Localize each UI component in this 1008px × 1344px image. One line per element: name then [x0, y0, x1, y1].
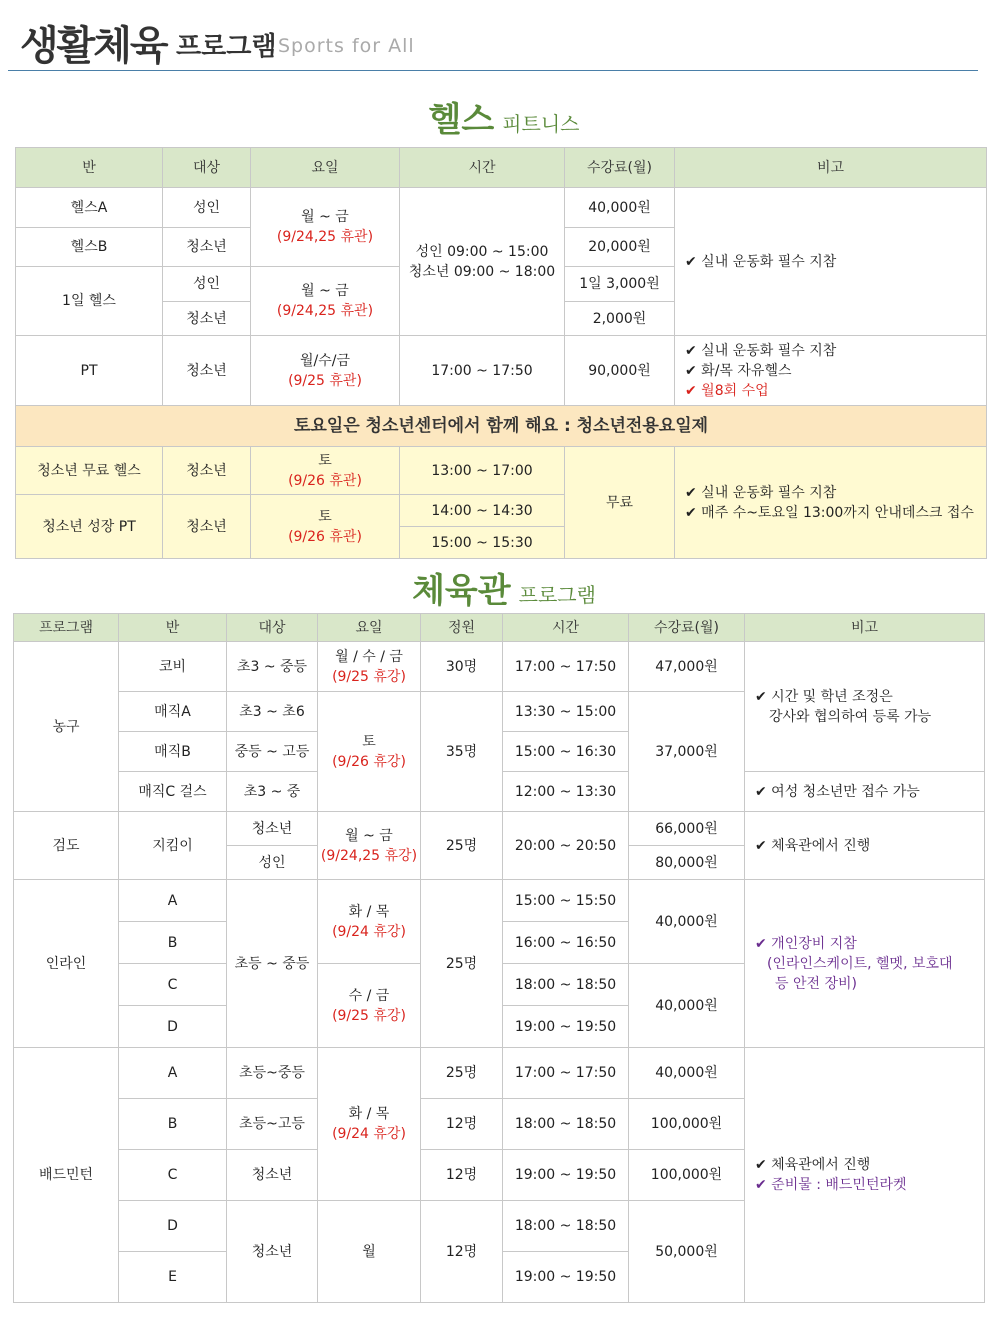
target-cell: 청소년: [163, 447, 251, 495]
target-cell: 청소년: [163, 302, 251, 336]
table-header-row: [16, 148, 987, 188]
program-cell: 농구: [14, 642, 119, 812]
fee-cell: 47,000원: [629, 642, 745, 692]
days-cell: 화 / 목 (9/24 휴강): [318, 880, 421, 964]
class-cell: A: [119, 1048, 227, 1099]
capacity-cell: 30명: [421, 642, 503, 692]
holiday-note: (9/24 휴강): [332, 923, 406, 940]
target-cell: 초3 ~ 초6: [227, 692, 318, 732]
health-section-title: [0, 92, 1008, 141]
class-cell: 청소년 무료 헬스: [16, 447, 163, 495]
table-row: [14, 812, 985, 846]
gym-table: [13, 613, 985, 1303]
time-cell: 16:00 ~ 16:50: [503, 922, 629, 964]
target-cell: 성인: [227, 846, 318, 880]
time-cell: 15:00 ~ 15:30: [400, 527, 565, 559]
fee-cell: 100,000원: [629, 1099, 745, 1150]
days-cell: 토 (9/26 휴관): [251, 495, 400, 559]
fee-cell: 66,000원: [629, 812, 745, 846]
time-cell: 15:00 ~ 15:50: [503, 880, 629, 922]
holiday-note: (9/24 휴강): [332, 1126, 406, 1142]
note-cell: ✔ 실내 운동화 필수 지참 ✔ 매주 수~토요일 13:00까지 안내데스크 접수: [675, 447, 987, 559]
fee-cell: 20,000원: [565, 228, 675, 267]
fee-cell: 40,000원: [629, 1048, 745, 1099]
col-header: 반: [16, 148, 163, 188]
note-cell: ✔ 실내 운동화 필수 지참: [675, 188, 987, 336]
fee-cell: 40,000원: [629, 880, 745, 964]
table-row: [14, 880, 985, 922]
time-cell: 14:00 ~ 14:30: [400, 495, 565, 527]
page-title: 생활체육: [20, 23, 167, 69]
holiday-note: (9/24,25 휴관): [276, 303, 374, 319]
col-header: 수강료(월): [629, 614, 745, 642]
time-cell: 20:00 ~ 20:50: [503, 812, 629, 880]
gym-section-title: [0, 563, 1008, 612]
fee-cell: 80,000원: [629, 846, 745, 880]
target-cell: 청소년: [227, 1201, 318, 1303]
fee-cell: 40,000원: [629, 964, 745, 1048]
holiday-note: (9/25 휴관): [288, 372, 362, 389]
days-cell: 수 / 금 (9/25 휴강): [318, 964, 421, 1048]
days-cell: 월 ~ 금 (9/24,25 휴관): [251, 267, 400, 336]
days-cell: 월 ~ 금 (9/24,25 휴강): [318, 812, 421, 880]
time-cell: 성인 09:00 ~ 15:00 청소년 09:00 ~ 18:00: [400, 188, 565, 336]
class-cell: D: [119, 1201, 227, 1252]
capacity-cell: 12명: [421, 1099, 503, 1150]
page-english-title: Sports for All: [278, 35, 415, 57]
gym-subtitle: 프로그램: [518, 583, 596, 607]
time-cell: 17:00 ~ 17:50: [503, 642, 629, 692]
target-cell: 청소년: [163, 336, 251, 406]
target-cell: 청소년: [227, 1150, 318, 1201]
class-cell: 헬스A: [16, 188, 163, 228]
program-cell: 배드민턴: [14, 1048, 119, 1303]
target-cell: 성인: [163, 188, 251, 228]
col-header: 반: [119, 614, 227, 642]
capacity-cell: 25명: [421, 1048, 503, 1099]
days-cell: 월: [318, 1201, 421, 1303]
target-cell: 초3 ~ 중: [227, 772, 318, 812]
capacity-cell: 12명: [421, 1201, 503, 1303]
class-cell: B: [119, 1099, 227, 1150]
target-cell: 초등 ~ 중등: [227, 880, 318, 1048]
class-cell: A: [119, 880, 227, 922]
class-cell: 헬스B: [16, 228, 163, 267]
time-cell: 15:00 ~ 16:30: [503, 732, 629, 772]
holiday-note: (9/24,25 휴강): [320, 847, 418, 864]
table-row: [16, 336, 987, 406]
health-table: [15, 147, 987, 559]
col-header: 비고: [675, 148, 987, 188]
col-header: 정원: [421, 614, 503, 642]
class-cell: 코비: [119, 642, 227, 692]
note-cell: ✔ 체육관에서 진행 ✔ 준비물 : 배드민턴라켓: [745, 1048, 985, 1303]
class-cell: D: [119, 1006, 227, 1048]
days-cell: 화 / 목 (9/24 휴강): [318, 1048, 421, 1201]
holiday-note: (9/24,25 휴관): [276, 229, 374, 245]
target-cell: 청소년: [163, 495, 251, 559]
page-header: [8, 0, 978, 71]
note-cell: ✔ 개인장비 지참 (인라인스케이트, 헬멧, 보호대 등 안전 장비): [745, 880, 985, 1048]
class-cell: 1일 헬스: [16, 267, 163, 336]
holiday-note: (9/25 휴강): [332, 1007, 406, 1024]
time-cell: 18:00 ~ 18:50: [503, 1201, 629, 1252]
days-cell: 토 (9/26 휴관): [251, 447, 400, 495]
col-header: 수강료(월): [565, 148, 675, 188]
holiday-note: (9/25 휴강): [332, 668, 406, 685]
table-row: [16, 188, 987, 228]
health-title: 헬스: [428, 100, 495, 140]
target-cell: 초등~중등: [227, 1048, 318, 1099]
fee-cell: 37,000원: [629, 692, 745, 812]
page-subtitle: 프로그램: [176, 32, 277, 62]
fee-cell: 50,000원: [629, 1201, 745, 1303]
target-cell: 성인: [163, 267, 251, 302]
col-header: 시간: [503, 614, 629, 642]
gym-title: 체육관: [412, 571, 511, 611]
holiday-note: (9/26 휴관): [288, 472, 362, 489]
days-cell: 토 (9/26 휴강): [318, 692, 421, 812]
fee-cell: 무료: [565, 447, 675, 559]
health-subtitle: 피트니스: [502, 112, 580, 136]
capacity-cell: 35명: [421, 692, 503, 812]
class-cell: E: [119, 1252, 227, 1303]
table-row: [14, 642, 985, 692]
days-cell: 월/수/금 (9/25 휴관): [251, 336, 400, 406]
class-cell: 매직C 걸스: [119, 772, 227, 812]
class-cell: 청소년 성장 PT: [16, 495, 163, 559]
table-header-row: [14, 614, 985, 642]
time-cell: 19:00 ~ 19:50: [503, 1006, 629, 1048]
target-cell: 초등~고등: [227, 1099, 318, 1150]
fee-cell: 90,000원: [565, 336, 675, 406]
fee-cell: 100,000원: [629, 1150, 745, 1201]
note-cell: ✔ 실내 운동화 필수 지참 ✔ 화/목 자유헬스 ✔ 월8회 수업: [675, 336, 987, 406]
class-cell: 매직B: [119, 732, 227, 772]
target-cell: 청소년: [163, 228, 251, 267]
target-cell: 중등 ~ 고등: [227, 732, 318, 772]
time-cell: 13:00 ~ 17:00: [400, 447, 565, 495]
program-cell: 검도: [14, 812, 119, 880]
col-header: 시간: [400, 148, 565, 188]
class-cell: C: [119, 964, 227, 1006]
class-cell: C: [119, 1150, 227, 1201]
time-cell: 18:00 ~ 18:50: [503, 964, 629, 1006]
fee-cell: 2,000원: [565, 302, 675, 336]
note-cell: ✔ 여성 청소년만 접수 가능: [745, 772, 985, 812]
holiday-note: (9/26 휴강): [332, 753, 406, 770]
time-cell: 17:00 ~ 17:50: [503, 1048, 629, 1099]
holiday-note: (9/26 휴관): [288, 528, 362, 545]
time-cell: 17:00 ~ 17:50: [400, 336, 565, 406]
fee-cell: 40,000원: [565, 188, 675, 228]
col-header: 프로그램: [14, 614, 119, 642]
col-header: 비고: [745, 614, 985, 642]
target-cell: 초3 ~ 중등: [227, 642, 318, 692]
col-header: 요일: [318, 614, 421, 642]
capacity-cell: 12명: [421, 1150, 503, 1201]
capacity-cell: 25명: [421, 880, 503, 1048]
time-cell: 19:00 ~ 19:50: [503, 1150, 629, 1201]
saturday-banner: 토요일은 청소년센터에서 함께 해요 : 청소년전용요일제: [16, 406, 987, 447]
col-header: 요일: [251, 148, 400, 188]
class-cell: 매직A: [119, 692, 227, 732]
note-cell: ✔ 시간 및 학년 조정은 강사와 협의하여 등록 가능: [745, 642, 985, 772]
time-cell: 18:00 ~ 18:50: [503, 1099, 629, 1150]
program-cell: 인라인: [14, 880, 119, 1048]
days-cell: 월 ~ 금 (9/24,25 휴관): [251, 188, 400, 267]
time-cell: 19:00 ~ 19:50: [503, 1252, 629, 1303]
col-header: 대상: [163, 148, 251, 188]
time-cell: 13:30 ~ 15:00: [503, 692, 629, 732]
capacity-cell: 25명: [421, 812, 503, 880]
note-cell: ✔ 체육관에서 진행: [745, 812, 985, 880]
class-cell: 지킴이: [119, 812, 227, 880]
class-cell: PT: [16, 336, 163, 406]
days-cell: 월 / 수 / 금 (9/25 휴강): [318, 642, 421, 692]
table-row: [16, 447, 987, 495]
time-cell: 12:00 ~ 13:30: [503, 772, 629, 812]
saturday-banner-row: [16, 406, 987, 447]
fee-cell: 1일 3,000원: [565, 267, 675, 302]
table-row: [14, 1048, 985, 1099]
col-header: 대상: [227, 614, 318, 642]
class-cell: B: [119, 922, 227, 964]
target-cell: 청소년: [227, 812, 318, 846]
